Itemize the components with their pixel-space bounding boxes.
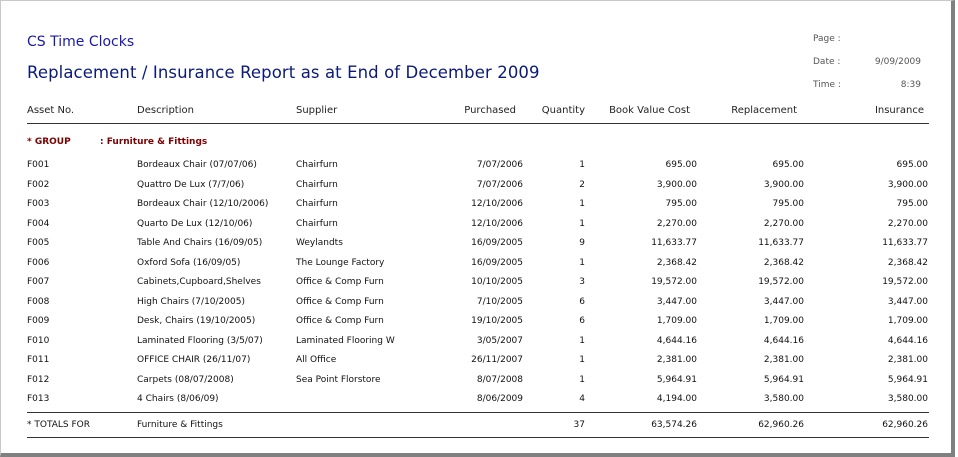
totals-label: * TOTALS FOR bbox=[27, 420, 90, 430]
description-cell: Quarto De Lux (12/10/06) bbox=[137, 218, 253, 229]
group-label: * GROUP bbox=[27, 137, 71, 147]
asset-no-cell: F007 bbox=[27, 277, 50, 287]
asset-no-cell: F011 bbox=[27, 355, 50, 365]
asset-no-cell: F013 bbox=[27, 394, 50, 404]
description-cell: Table And Chairs (16/09/05) bbox=[137, 238, 263, 248]
asset-no-cell: F004 bbox=[27, 218, 50, 229]
book-value-cell: 4,194.00 bbox=[656, 394, 697, 404]
quantity-cell: 1 bbox=[579, 160, 585, 170]
description-cell: Quattro De Lux (7/7/06) bbox=[137, 179, 245, 190]
totals-rule-bottom bbox=[27, 437, 929, 438]
description-cell: Bordeaux Chair (07/07/06) bbox=[137, 160, 257, 170]
description-cell: Oxford Sofa (16/09/05) bbox=[137, 257, 241, 268]
supplier-cell: Chairfurn bbox=[296, 218, 338, 229]
description-cell: Bordeaux Chair (12/10/2006) bbox=[137, 199, 269, 209]
supplier-cell: Weylandts bbox=[296, 238, 343, 248]
insurance-cell: 3,447.00 bbox=[887, 296, 928, 307]
group-name: : Furniture & Fittings bbox=[100, 137, 208, 147]
description-cell: OFFICE CHAIR (26/11/07) bbox=[137, 355, 251, 365]
asset-no-cell: F008 bbox=[27, 296, 50, 307]
quantity-cell: 1 bbox=[579, 199, 585, 209]
supplier-cell: Office & Comp Furn bbox=[296, 316, 384, 326]
description-cell: Cabinets,Cupboard,Shelves bbox=[137, 277, 261, 287]
book-value-cell: 5,964.91 bbox=[656, 374, 697, 385]
replacement-cell: 2,270.00 bbox=[763, 218, 804, 229]
book-value-cell: 695.00 bbox=[665, 160, 697, 170]
company-name: CS Time Clocks bbox=[27, 34, 135, 50]
book-value-cell: 19,572.00 bbox=[651, 277, 697, 287]
time-label: Time : bbox=[813, 80, 841, 90]
supplier-cell: Chairfurn bbox=[296, 160, 338, 170]
insurance-cell: 3,900.00 bbox=[887, 179, 928, 190]
quantity-cell: 6 bbox=[579, 316, 585, 326]
replacement-cell: 2,368.42 bbox=[763, 257, 804, 268]
purchased-cell: 12/10/2006 bbox=[471, 218, 523, 229]
quantity-cell: 1 bbox=[579, 374, 585, 385]
insurance-cell: 1,709.00 bbox=[887, 316, 928, 326]
book-value-cell: 3,447.00 bbox=[656, 296, 697, 307]
asset-no-cell: F003 bbox=[27, 199, 50, 209]
asset-no-cell: F006 bbox=[27, 257, 50, 268]
purchased-cell: 16/09/2005 bbox=[471, 238, 523, 248]
replacement-cell: 1,709.00 bbox=[763, 316, 804, 326]
totals-ins: 62,960.26 bbox=[882, 420, 928, 430]
replacement-cell: 2,381.00 bbox=[763, 355, 804, 365]
replacement-cell: 795.00 bbox=[772, 199, 804, 209]
col-description-header: Description bbox=[137, 105, 194, 116]
replacement-cell: 11,633.77 bbox=[758, 238, 804, 248]
purchased-cell: 10/10/2005 bbox=[471, 277, 523, 287]
quantity-cell: 1 bbox=[579, 218, 585, 229]
insurance-cell: 11,633.77 bbox=[882, 238, 928, 248]
date-value: 9/09/2009 bbox=[874, 57, 921, 67]
book-value-cell: 2,381.00 bbox=[656, 355, 697, 365]
totals-repl: 62,960.26 bbox=[758, 420, 804, 430]
description-cell: 4 Chairs (8/06/09) bbox=[137, 394, 219, 404]
col-insurance-header: Insurance bbox=[874, 105, 924, 116]
asset-no-cell: F009 bbox=[27, 316, 50, 326]
description-cell: High Chairs (7/10/2005) bbox=[137, 296, 245, 307]
insurance-cell: 4,644.16 bbox=[887, 335, 928, 346]
asset-no-cell: F001 bbox=[27, 160, 50, 170]
date-label: Date : bbox=[813, 57, 841, 67]
asset-no-cell: F002 bbox=[27, 179, 50, 190]
book-value-cell: 4,644.16 bbox=[656, 335, 697, 346]
book-value-cell: 2,368.42 bbox=[656, 257, 697, 268]
book-value-cell: 3,900.00 bbox=[656, 179, 697, 190]
header-rule bbox=[27, 123, 929, 124]
supplier-cell: Chairfurn bbox=[296, 179, 338, 190]
insurance-cell: 2,368.42 bbox=[887, 257, 928, 268]
col-asset-header: Asset No. bbox=[27, 105, 75, 116]
time-value: 8:39 bbox=[900, 80, 921, 90]
totals-group: Furniture & Fittings bbox=[137, 420, 223, 430]
purchased-cell: 7/10/2005 bbox=[476, 296, 523, 307]
supplier-cell: All Office bbox=[296, 355, 337, 365]
description-cell: Desk, Chairs (19/10/2005) bbox=[137, 316, 256, 326]
supplier-cell: Chairfurn bbox=[296, 199, 338, 209]
purchased-cell: 7/07/2006 bbox=[476, 160, 523, 170]
quantity-cell: 4 bbox=[579, 394, 585, 404]
totals-rule-top bbox=[27, 412, 929, 413]
totals-book: 63,574.26 bbox=[651, 420, 697, 430]
quantity-cell: 6 bbox=[579, 296, 585, 307]
supplier-cell: Sea Point Florstore bbox=[296, 374, 381, 385]
insurance-cell: 19,572.00 bbox=[882, 277, 928, 287]
quantity-cell: 9 bbox=[579, 238, 585, 248]
supplier-cell: Laminated Flooring W bbox=[296, 335, 395, 346]
replacement-cell: 695.00 bbox=[772, 160, 804, 170]
book-value-cell: 2,270.00 bbox=[656, 218, 697, 229]
purchased-cell: 7/07/2006 bbox=[476, 179, 523, 190]
page-label: Page : bbox=[813, 34, 841, 44]
purchased-cell: 19/10/2005 bbox=[471, 316, 523, 326]
col-replacement-header: Replacement bbox=[731, 105, 797, 116]
description-cell: Carpets (08/07/2008) bbox=[137, 374, 234, 385]
purchased-cell: 12/10/2006 bbox=[471, 199, 523, 209]
replacement-cell: 3,900.00 bbox=[763, 179, 804, 190]
replacement-cell: 19,572.00 bbox=[758, 277, 804, 287]
asset-no-cell: F010 bbox=[27, 335, 50, 346]
totals-qty: 37 bbox=[573, 420, 585, 430]
book-value-cell: 11,633.77 bbox=[651, 238, 697, 248]
asset-no-cell: F012 bbox=[27, 374, 50, 385]
supplier-cell: Office & Comp Furn bbox=[296, 277, 384, 287]
col-supplier-header: Supplier bbox=[296, 105, 338, 116]
insurance-cell: 695.00 bbox=[896, 160, 928, 170]
purchased-cell: 8/07/2008 bbox=[476, 374, 523, 385]
purchased-cell: 8/06/2009 bbox=[476, 394, 523, 404]
quantity-cell: 1 bbox=[579, 335, 585, 346]
insurance-cell: 5,964.91 bbox=[887, 374, 928, 385]
insurance-cell: 2,270.00 bbox=[887, 218, 928, 229]
col-quantity-header: Quantity bbox=[541, 105, 585, 116]
purchased-cell: 26/11/2007 bbox=[471, 355, 523, 365]
replacement-cell: 3,580.00 bbox=[763, 394, 804, 404]
asset-no-cell: F005 bbox=[27, 238, 50, 248]
col-purchased-header: Purchased bbox=[464, 105, 516, 116]
quantity-cell: 3 bbox=[579, 277, 585, 287]
insurance-cell: 2,381.00 bbox=[887, 355, 928, 365]
book-value-cell: 795.00 bbox=[665, 199, 697, 209]
book-value-cell: 1,709.00 bbox=[656, 316, 697, 326]
supplier-cell: Office & Comp Furn bbox=[296, 296, 384, 307]
col-bookvalue-header: Book Value Cost bbox=[609, 105, 690, 116]
replacement-cell: 5,964.91 bbox=[763, 374, 804, 385]
insurance-cell: 3,580.00 bbox=[887, 394, 928, 404]
purchased-cell: 3/05/2007 bbox=[476, 335, 523, 346]
purchased-cell: 16/09/2005 bbox=[471, 257, 523, 268]
supplier-cell: The Lounge Factory bbox=[296, 257, 385, 268]
quantity-cell: 1 bbox=[579, 257, 585, 268]
description-cell: Laminated Flooring (3/5/07) bbox=[137, 335, 263, 346]
replacement-cell: 4,644.16 bbox=[763, 335, 804, 346]
replacement-cell: 3,447.00 bbox=[763, 296, 804, 307]
insurance-cell: 795.00 bbox=[896, 199, 928, 209]
quantity-cell: 2 bbox=[579, 179, 585, 190]
report-title: Replacement / Insurance Report as at End of December 2009 bbox=[27, 63, 540, 82]
quantity-cell: 1 bbox=[579, 355, 585, 365]
